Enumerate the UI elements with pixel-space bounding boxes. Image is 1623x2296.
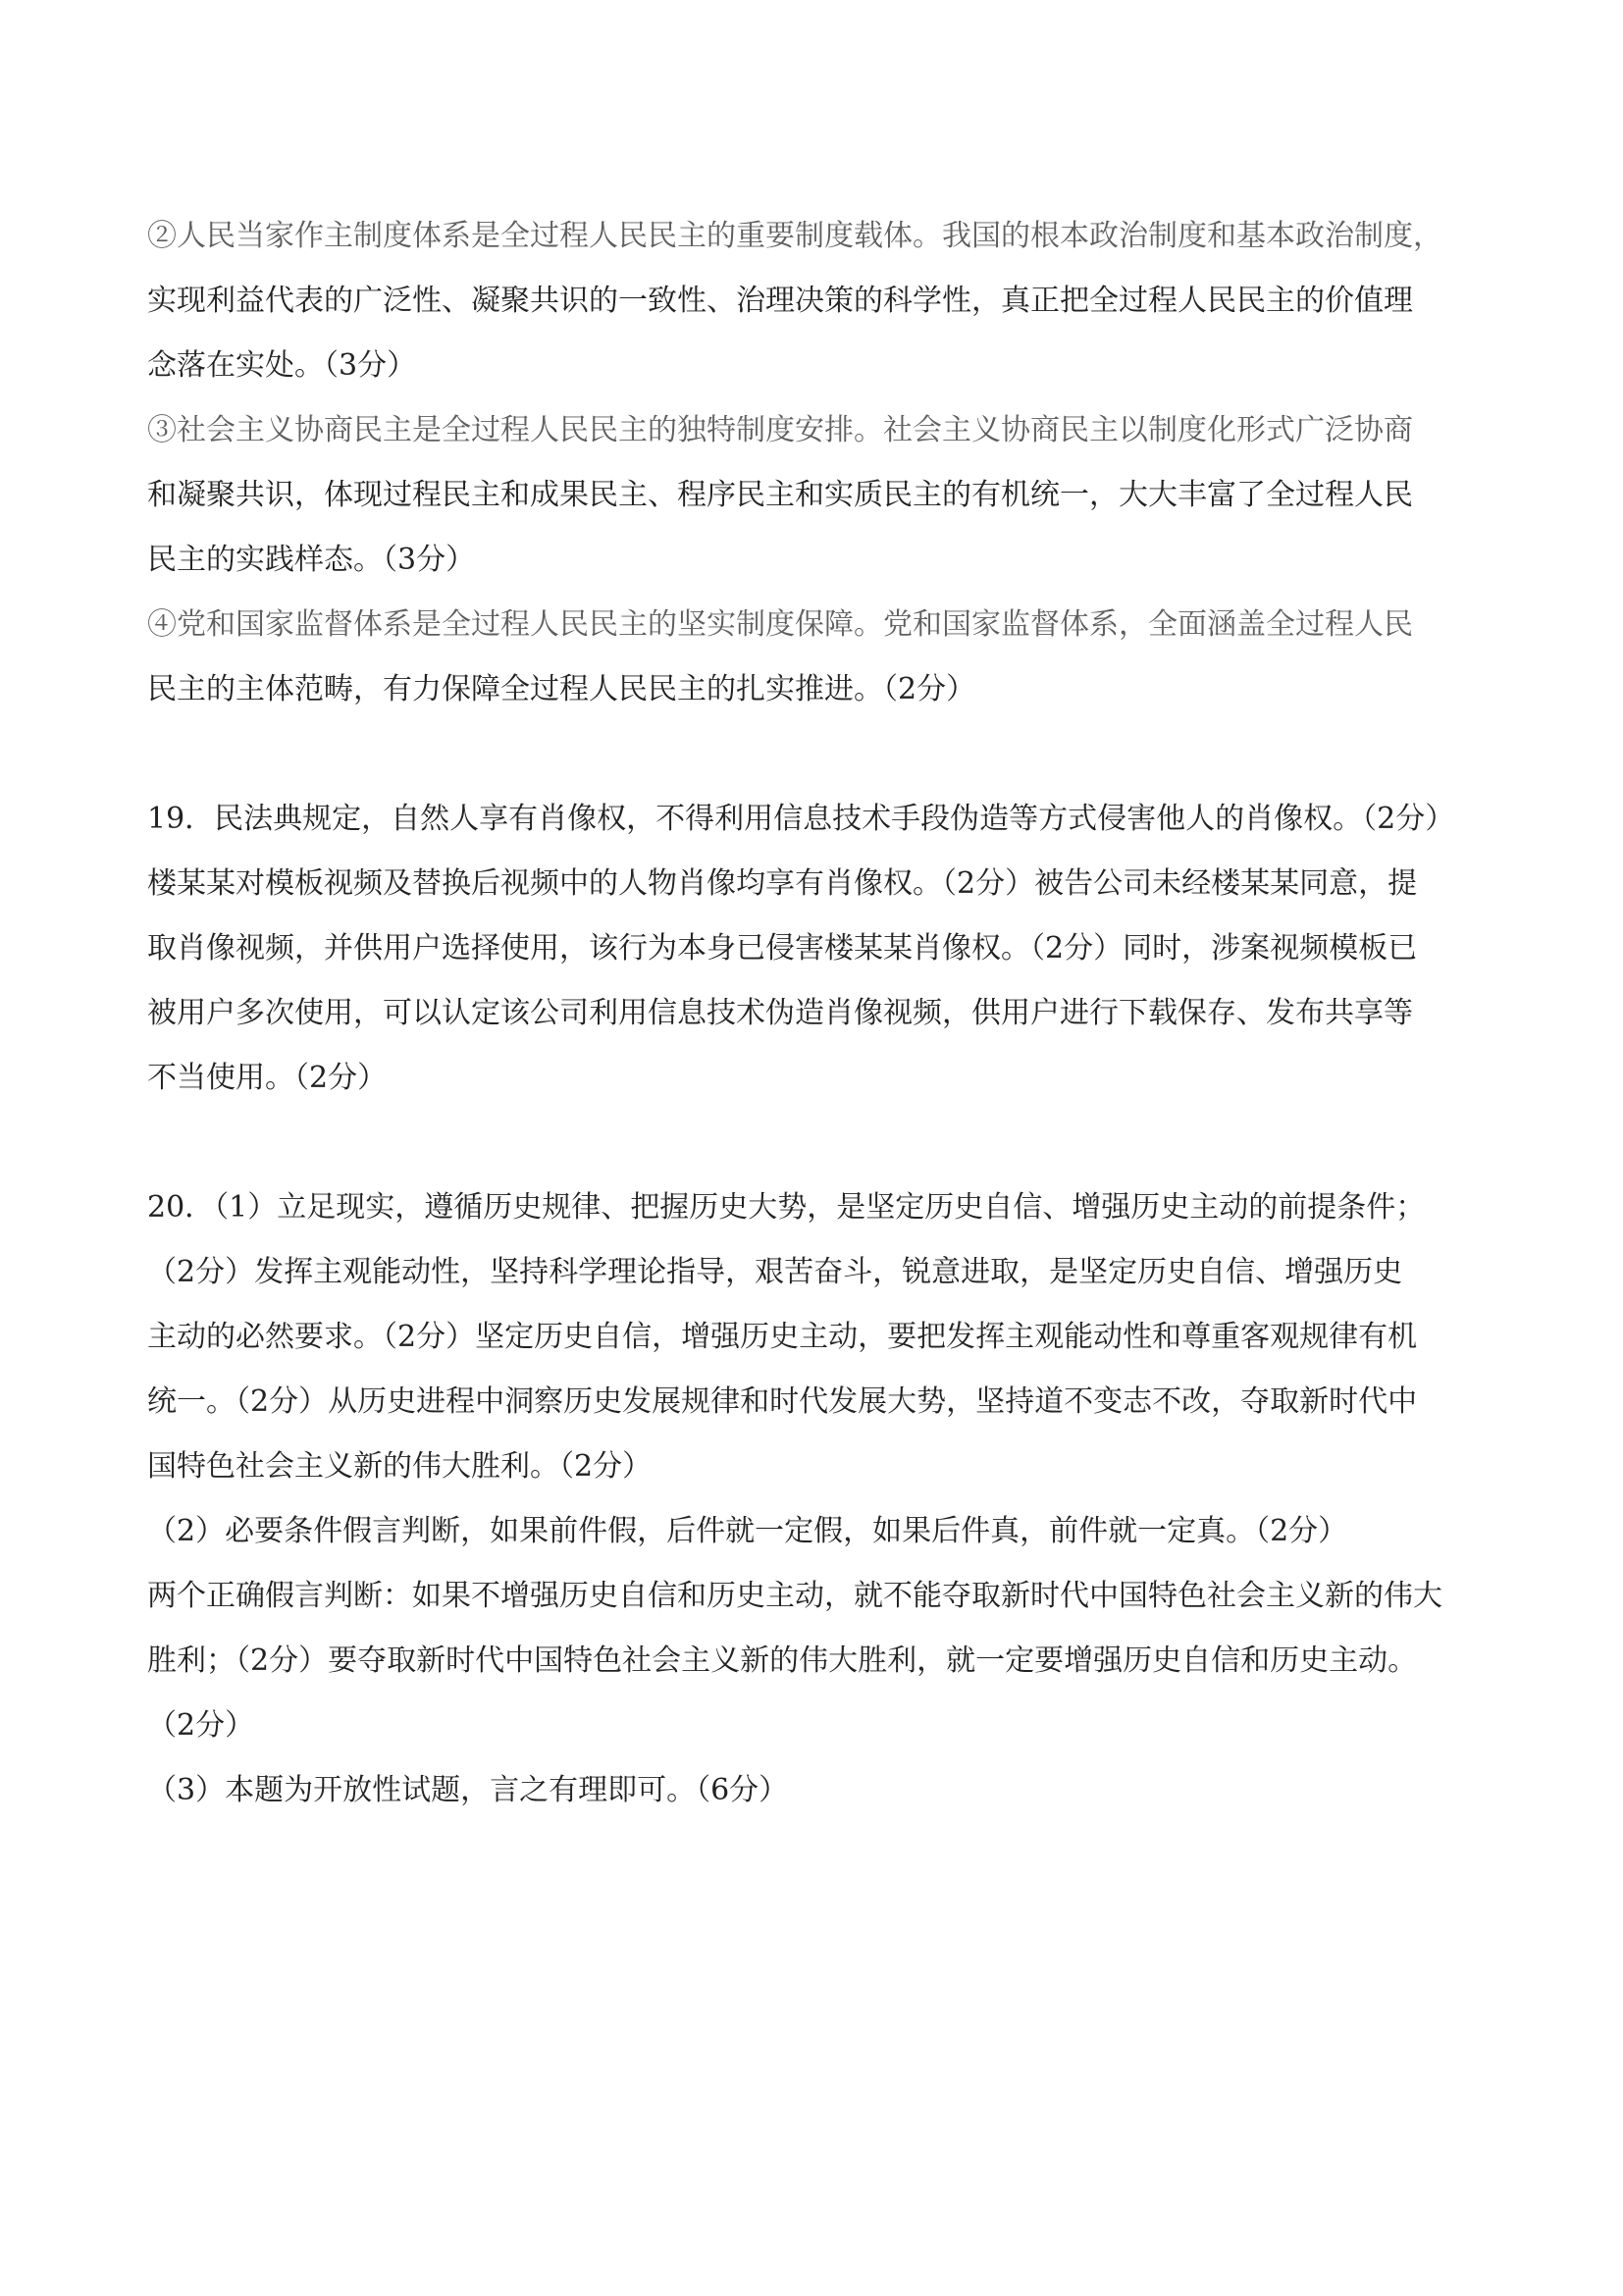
text-line: 取肖像视频，并供用户选择使用，该行为本身已侵害楼某某肖像权。（2分）同时，涉案视频模板已 — [147, 931, 1418, 965]
answer-key-body — [147, 204, 1455, 1823]
text-line: （2分） — [147, 1708, 255, 1743]
answer-section-q18-points — [147, 204, 1442, 722]
text-line: 民主的实践样态。（3分） — [147, 543, 476, 577]
text-line: 实现利益代表的广泛性、凝聚共识的一致性、治理决策的科学性，真正把全过程人民民主的价值理 — [147, 284, 1413, 318]
section-gap — [147, 1111, 1393, 1175]
text-line: ④党和国家监督体系是全过程人民民主的坚实制度保障。党和国家监督体系，全面涵盖全过程人民 — [147, 607, 1413, 642]
text-line: ②人民当家作主制度体系是全过程人民民主的重要制度载体。我国的根本政治制度和基本政治制度， — [147, 219, 1442, 253]
text-line: （2分）发挥主观能动性，坚持科学理论指导，艰苦奋斗，锐意进取，是坚定历史自信、增强历史 — [147, 1255, 1403, 1289]
text-line: 国特色社会主义新的伟大胜利。（2分） — [147, 1449, 653, 1484]
text-line: 统一。（2分）从历史进程中洞察历史发展规律和时代发展大势，坚持道不变志不改，夺取新时代中 — [147, 1384, 1418, 1419]
text-line: 主动的必然要求。（2分）坚定历史自信，增强历史主动，要把发挥主观能动性和尊重客观规律有机 — [147, 1320, 1418, 1354]
text-line: 楼某某对模板视频及替换后视频中的人物肖像均享有肖像权。（2分）被告公司未经楼某某同意，提 — [147, 866, 1418, 901]
text-line: （2）必要条件假言判断，如果前件假，后件就一定假，如果后件真，前件就一定真。（2分） — [147, 1514, 1348, 1548]
text-line: ③社会主义协商民主是全过程人民民主的独特制度安排。社会主义协商民主以制度化形式广泛协商 — [147, 413, 1413, 447]
text-line: 19．民法典规定，自然人享有肖像权，不得利用信息技术手段伪造等方式侵害他人的肖像权。（2分） — [147, 802, 1455, 836]
text-line: 胜利；（2分）要夺取新时代中国特色社会主义新的伟大胜利，就一定要增强历史自信和历史主动。 — [147, 1644, 1418, 1678]
answer-section-q20 — [147, 1175, 1442, 1823]
text-line: 不当使用。（2分） — [147, 1061, 388, 1095]
text-line: 被用户多次使用，可以认定该公司利用信息技术伪造肖像视频，供用户进行下载保存、发布共享等 — [147, 996, 1413, 1030]
text-line: 念落在实处。（3分） — [147, 348, 417, 383]
answer-section-q19 — [147, 787, 1455, 1111]
text-line: 和凝聚共识，体现过程民主和成果民主、程序民主和实质民主的有机统一，大大丰富了全过程人民 — [147, 478, 1413, 512]
text-line: 两个正确假言判断：如果不增强历史自信和历史主动，就不能夺取新时代中国特色社会主义新的伟大 — [147, 1579, 1442, 1613]
text-line: 20．（1）立足现实，遵循历史规律、把握历史大势，是坚定历史自信、增强历史主动的前提条件； — [147, 1190, 1426, 1225]
text-line: 民主的主体范畴，有力保障全过程人民民主的扎实推进。（2分） — [147, 672, 976, 706]
text-line: （3）本题为开放性试题，言之有理即可。（6分） — [147, 1773, 789, 1807]
section-gap — [147, 722, 1393, 787]
